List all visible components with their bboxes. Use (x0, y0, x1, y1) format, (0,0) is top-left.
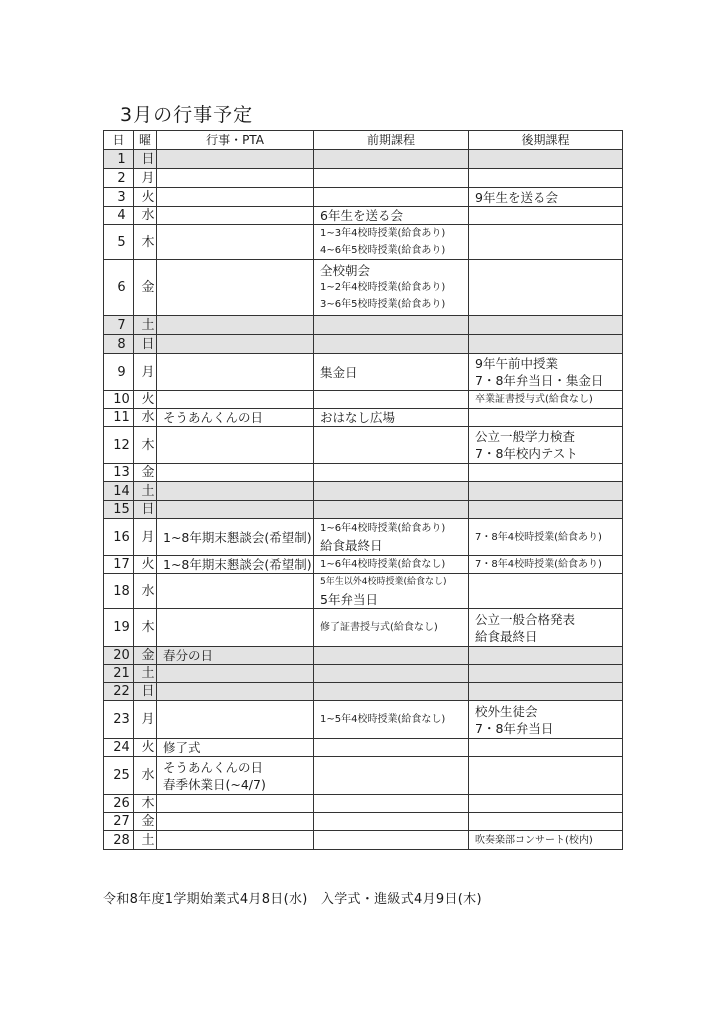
table-row (104, 427, 623, 464)
later-course-cell (469, 482, 623, 501)
day-cell: 16 (104, 519, 134, 556)
later-course-line: 7・8年4校時授業(給食あり) (475, 559, 602, 570)
day-cell: 21 (104, 665, 134, 683)
table-row (104, 188, 623, 207)
early-course-line: 1~6年4校時授業(給食あり) (320, 523, 446, 534)
early-course-cell (314, 701, 469, 739)
table-row (104, 225, 623, 260)
events-pta-cell (157, 813, 314, 831)
weekday-cell: 木 (134, 795, 157, 813)
events-pta-cell (157, 701, 314, 739)
later-course-cell (469, 556, 623, 574)
later-course-cell (469, 354, 623, 391)
later-course-line: 9年生を送る会 (475, 189, 558, 205)
early-course-cell (314, 335, 469, 354)
later-course-cell (469, 150, 623, 169)
events-pta-cell (157, 556, 314, 574)
events-pta-cell (157, 519, 314, 556)
day-cell: 5 (104, 225, 134, 260)
later-course-cell (469, 464, 623, 482)
day-cell: 6 (104, 260, 134, 316)
early-course-line: 3~6年5校時授業(給食あり) (320, 299, 446, 310)
day-cell: 7 (104, 316, 134, 335)
later-course-line: 7・8年校内テスト (475, 446, 578, 461)
early-course-cell (314, 665, 469, 683)
table-row (104, 813, 623, 831)
weekday-cell: 土 (134, 482, 157, 501)
early-course-cell (314, 207, 469, 225)
later-course-cell (469, 831, 623, 850)
later-course-line: 吹奏楽部コンサート(校内) (475, 834, 593, 846)
later-course-cell (469, 225, 623, 260)
weekday-cell: 火 (134, 188, 157, 207)
table-row (104, 556, 623, 574)
early-course-line: 5年生以外4校時授業(給食なし) (320, 577, 447, 587)
weekday-cell: 月 (134, 701, 157, 739)
weekday-cell: 金 (134, 813, 157, 831)
early-course-cell (314, 169, 469, 188)
events-pta-cell (157, 482, 314, 501)
early-course-cell (314, 574, 469, 609)
events-pta-cell (157, 574, 314, 609)
event-calendar-table (103, 130, 623, 850)
events-pta-cell (157, 409, 314, 427)
early-course-cell (314, 409, 469, 427)
page-title: 3月の行事予定 (120, 104, 254, 126)
later-course-cell (469, 427, 623, 464)
day-cell: 4 (104, 207, 134, 225)
events-pta-cell (157, 225, 314, 260)
early-course-cell (314, 464, 469, 482)
table-row (104, 795, 623, 813)
table-row (104, 354, 623, 391)
weekday-cell: 土 (134, 831, 157, 850)
weekday-cell: 木 (134, 427, 157, 464)
table-row (104, 169, 623, 188)
later-course-cell (469, 574, 623, 609)
weekday-cell: 水 (134, 409, 157, 427)
later-course-cell (469, 207, 623, 225)
day-cell: 13 (104, 464, 134, 482)
day-cell: 24 (104, 739, 134, 757)
later-course-line: 7・8年弁当日 (475, 720, 554, 736)
events-pta-cell (157, 739, 314, 757)
events-pta-cell (157, 260, 314, 316)
later-course-cell (469, 683, 623, 701)
early-course-cell (314, 609, 469, 647)
later-course-cell (469, 665, 623, 683)
events-pta-line: 1~8年期末懇談会(希望制) (163, 557, 312, 572)
early-course-cell (314, 225, 469, 260)
weekday-cell: 日 (134, 683, 157, 701)
day-cell: 14 (104, 482, 134, 501)
weekday-cell: 日 (134, 150, 157, 169)
early-course-line: 全校朝会 (320, 263, 371, 278)
day-cell: 3 (104, 188, 134, 207)
weekday-cell: 水 (134, 207, 157, 225)
table-row (104, 683, 623, 701)
early-course-cell (314, 260, 469, 316)
early-course-cell (314, 647, 469, 665)
early-course-cell (314, 831, 469, 850)
events-pta-cell (157, 501, 314, 519)
header-weekday: 曜 (134, 131, 157, 150)
early-course-cell (314, 757, 469, 795)
early-course-line: 6年生を送る会 (320, 208, 403, 223)
later-course-line: 7・8年弁当日・集金日 (475, 373, 604, 388)
events-pta-cell (157, 335, 314, 354)
early-course-line: 給食最終日 (320, 538, 383, 553)
early-course-line: 5年弁当日 (320, 592, 378, 607)
later-course-cell (469, 647, 623, 665)
weekday-cell: 火 (134, 391, 157, 409)
early-course-line: おはなし広場 (320, 410, 396, 425)
later-course-line: 校外生徒会 (475, 703, 538, 719)
later-course-cell (469, 391, 623, 409)
table-row (104, 150, 623, 169)
table-row (104, 464, 623, 482)
later-course-cell (469, 609, 623, 647)
early-course-cell (314, 354, 469, 391)
day-cell: 23 (104, 701, 134, 739)
early-course-cell (314, 427, 469, 464)
later-course-line: 7・8年4校時授業(給食あり) (475, 531, 602, 543)
events-pta-cell (157, 427, 314, 464)
early-course-cell (314, 519, 469, 556)
table-header (104, 131, 623, 150)
events-pta-cell (157, 647, 314, 665)
later-course-cell (469, 316, 623, 335)
later-course-line: 9年午前中授業 (475, 356, 558, 371)
events-pta-line: 修了式 (163, 740, 201, 755)
early-course-line: 1~2年4校時授業(給食あり) (320, 282, 446, 293)
later-course-line: 公立一般合格発表 (475, 611, 576, 627)
table-row (104, 739, 623, 757)
later-course-cell (469, 813, 623, 831)
day-cell: 17 (104, 556, 134, 574)
table-row (104, 647, 623, 665)
later-course-cell (469, 409, 623, 427)
events-pta-cell (157, 207, 314, 225)
day-cell: 25 (104, 757, 134, 795)
table-row (104, 574, 623, 609)
weekday-cell: 日 (134, 501, 157, 519)
events-pta-line: そうあんくんの日 (163, 410, 264, 425)
table-row (104, 391, 623, 409)
events-pta-line: 1~8年期末懇談会(希望制) (163, 529, 312, 545)
early-course-cell (314, 482, 469, 501)
day-cell: 1 (104, 150, 134, 169)
day-cell: 19 (104, 609, 134, 647)
table-body (104, 150, 623, 850)
weekday-cell: 水 (134, 574, 157, 609)
table-row (104, 316, 623, 335)
early-course-cell (314, 795, 469, 813)
table-row (104, 260, 623, 316)
table-row (104, 207, 623, 225)
table-row (104, 482, 623, 501)
later-course-cell (469, 757, 623, 795)
events-pta-cell (157, 831, 314, 850)
weekday-cell: 木 (134, 609, 157, 647)
events-pta-cell (157, 464, 314, 482)
later-course-line: 給食最終日 (475, 628, 538, 644)
day-cell: 22 (104, 683, 134, 701)
day-cell: 2 (104, 169, 134, 188)
weekday-cell: 土 (134, 316, 157, 335)
table-row (104, 701, 623, 739)
weekday-cell: 金 (134, 647, 157, 665)
events-pta-cell (157, 316, 314, 335)
events-pta-cell (157, 391, 314, 409)
later-course-cell (469, 188, 623, 207)
early-course-line: 修了証書授与式(給食なし) (320, 622, 438, 633)
header-later-course: 後期課程 (469, 131, 623, 150)
table-row (104, 519, 623, 556)
header-day: 日 (104, 131, 134, 150)
early-course-cell (314, 683, 469, 701)
header-early-course: 前期課程 (314, 131, 469, 150)
early-course-cell (314, 739, 469, 757)
header-row (104, 131, 623, 150)
weekday-cell: 月 (134, 519, 157, 556)
later-course-cell (469, 795, 623, 813)
events-pta-cell (157, 150, 314, 169)
early-course-line: 1~3年4校時授業(給食あり) (320, 228, 446, 239)
table-row (104, 665, 623, 683)
weekday-cell: 日 (134, 335, 157, 354)
later-course-cell (469, 501, 623, 519)
day-cell: 11 (104, 409, 134, 427)
weekday-cell: 金 (134, 260, 157, 316)
table-row (104, 409, 623, 427)
later-course-line: 公立一般学力検査 (475, 429, 576, 444)
weekday-cell: 土 (134, 665, 157, 683)
early-course-cell (314, 188, 469, 207)
later-course-cell (469, 169, 623, 188)
early-course-line: 集金日 (320, 364, 358, 380)
weekday-cell: 火 (134, 739, 157, 757)
later-course-cell (469, 739, 623, 757)
day-cell: 8 (104, 335, 134, 354)
footer-note: 令和8年度1学期始業式4月8日(水) 入学式・進級式4月9日(木) (103, 892, 482, 907)
events-pta-cell (157, 354, 314, 391)
day-cell: 10 (104, 391, 134, 409)
events-pta-cell (157, 795, 314, 813)
events-pta-cell (157, 683, 314, 701)
day-cell: 26 (104, 795, 134, 813)
weekday-cell: 火 (134, 556, 157, 574)
early-course-cell (314, 150, 469, 169)
early-course-line: 4~6年5校時授業(給食あり) (320, 245, 446, 256)
table-row (104, 609, 623, 647)
events-pta-cell (157, 609, 314, 647)
early-course-cell (314, 391, 469, 409)
table-row (104, 757, 623, 795)
early-course-cell (314, 501, 469, 519)
later-course-cell (469, 260, 623, 316)
events-pta-cell (157, 757, 314, 795)
early-course-cell (314, 316, 469, 335)
events-pta-line: そうあんくんの日 (163, 759, 264, 775)
weekday-cell: 月 (134, 354, 157, 391)
weekday-cell: 月 (134, 169, 157, 188)
later-course-cell (469, 519, 623, 556)
day-cell: 12 (104, 427, 134, 464)
later-course-line: 卒業証書授与式(給食なし) (475, 394, 593, 405)
day-cell: 28 (104, 831, 134, 850)
day-cell: 15 (104, 501, 134, 519)
early-course-cell (314, 556, 469, 574)
table-row (104, 831, 623, 850)
events-pta-cell (157, 188, 314, 207)
events-pta-cell (157, 169, 314, 188)
day-cell: 27 (104, 813, 134, 831)
later-course-cell (469, 335, 623, 354)
events-pta-line: 春分の日 (163, 648, 214, 663)
events-pta-line: 春季休業日(~4/7) (163, 776, 266, 792)
day-cell: 18 (104, 574, 134, 609)
weekday-cell: 水 (134, 757, 157, 795)
weekday-cell: 金 (134, 464, 157, 482)
early-course-cell (314, 813, 469, 831)
day-cell: 9 (104, 354, 134, 391)
later-course-cell (469, 701, 623, 739)
header-events-pta: 行事・PTA (157, 131, 314, 150)
events-pta-cell (157, 665, 314, 683)
table-row (104, 501, 623, 519)
day-cell: 20 (104, 647, 134, 665)
early-course-line: 1~5年4校時授業(給食なし) (320, 714, 446, 725)
early-course-line: 1~6年4校時授業(給食なし) (320, 559, 446, 570)
table-row (104, 335, 623, 354)
weekday-cell: 木 (134, 225, 157, 260)
